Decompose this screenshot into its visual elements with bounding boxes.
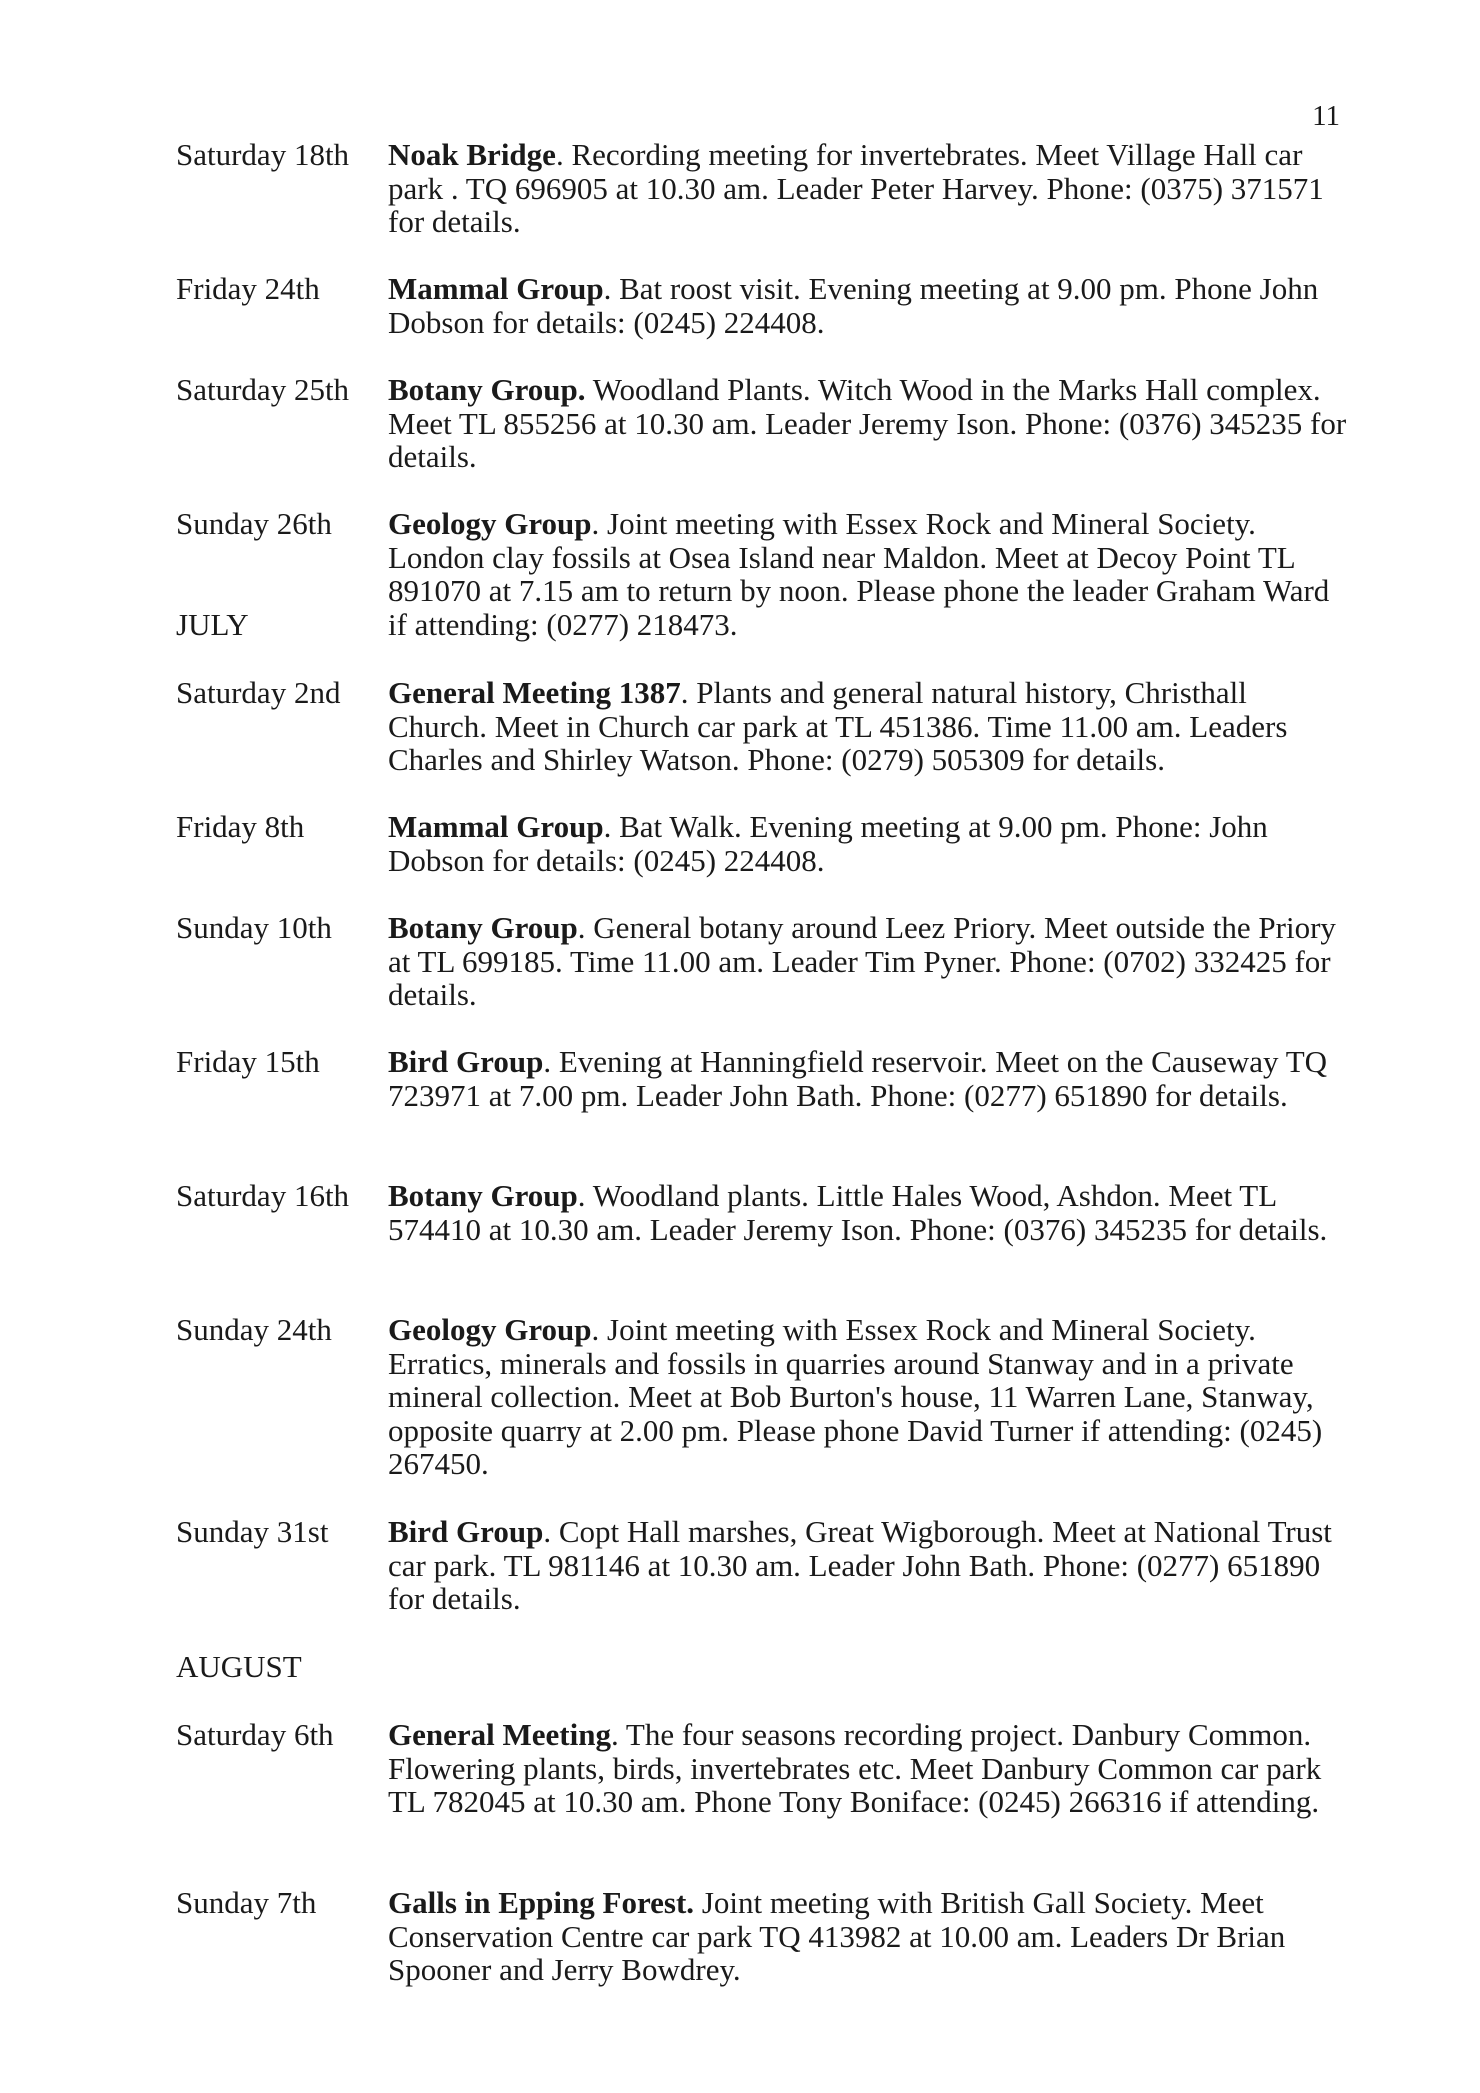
event-title-sep: . [577, 910, 586, 945]
event-text: Woodland plants. Little Hales Wood, Ashdon. Meet TL 574410 at 10.30 am. Leader Jeremy Ison. Phone: (0376) 345235 for details. [388, 1178, 1328, 1247]
event-date: Friday 8th [176, 809, 305, 844]
event-date: Sunday 10th [176, 910, 332, 945]
event-description [388, 676, 1348, 777]
event-title-sep: . [577, 1178, 586, 1213]
event-title: Galls in Epping Forest. [388, 1885, 695, 1920]
event-title: Bird Group [388, 1044, 544, 1079]
event-text: Evening at Hanningfield reservoir. Meet on the Causeway TQ 723971 at 7.00 pm. Leader John Bath. Phone: (0277) 651890 for details. [388, 1044, 1328, 1113]
event-date: Sunday 24th [176, 1312, 332, 1347]
event-description [388, 1515, 1348, 1616]
event-date: Sunday 26th [176, 506, 332, 541]
event-description [388, 911, 1348, 1012]
event-title: Botany Group. [388, 372, 586, 407]
event-date: Saturday 25th [176, 372, 350, 407]
event-text: Recording meeting for invertebrates. Meet Village Hall car park . TQ 696905 at 10.30 am. Leader Peter Harvey. Phone: (0375) 371571 for details. [388, 137, 1324, 239]
event-description [388, 272, 1348, 339]
event-title: General Meeting [388, 1717, 611, 1752]
event-title-sep: . [543, 1044, 552, 1079]
event-date: Sunday 7th [176, 1885, 317, 1920]
event-date: Saturday 16th [176, 1178, 350, 1213]
event-description [388, 373, 1348, 474]
event-title-sep: . [591, 506, 600, 541]
event-description [388, 810, 1348, 877]
event-title-sep: . [680, 675, 689, 710]
event-description [388, 1045, 1348, 1112]
event-description [388, 1718, 1348, 1819]
event-description [388, 1886, 1348, 1987]
event-date: Friday 15th [176, 1044, 320, 1079]
event-title: Geology Group [388, 506, 592, 541]
event-title: Botany Group [388, 910, 578, 945]
event-description [388, 1313, 1348, 1481]
event-title-sep: . [543, 1514, 552, 1549]
month-heading-july: JULY [176, 607, 249, 642]
event-text: Joint meeting with Essex Rock and Mineral Society. London clay fossils at Osea Island near Maldon. Meet at Decoy Point TL 891070 at 7.15 am to return by noon. Please phone the leader Graham Ward if attending: (0277) 218473. [388, 506, 1330, 642]
month-heading-august: AUGUST [176, 1649, 302, 1684]
event-title-sep: . [610, 1717, 619, 1752]
event-date: Saturday 18th [176, 137, 350, 172]
event-title-sep: . [555, 137, 564, 172]
event-title-sep: . [603, 809, 612, 844]
event-title: Noak Bridge [388, 137, 556, 172]
event-text: Bat Walk. Evening meeting at 9.00 pm. Phone: John Dobson for details: (0245) 224408. [388, 809, 1268, 878]
event-description [388, 507, 1348, 641]
event-title-sep: . [591, 1312, 600, 1347]
event-description [388, 1179, 1348, 1246]
event-text: The four seasons recording project. Danbury Common. Flowering plants, birds, invertebrates etc. Meet Danbury Common car park TL 782045 at 10.30 am. Phone Tony Boniface: (0245) 266316 if attending. [388, 1717, 1322, 1819]
event-date: Friday 24th [176, 271, 320, 306]
event-date: Sunday 31st [176, 1514, 329, 1549]
event-text: Bat roost visit. Evening meeting at 9.00 pm. Phone John Dobson for details: (0245) 224408. [388, 271, 1319, 340]
event-title: Bird Group [388, 1514, 544, 1549]
event-text: Copt Hall marshes, Great Wigborough. Meet at National Trust car park. TL 981146 at 10.30 am. Leader John Bath. Phone: (0277) 651890 for details. [388, 1514, 1332, 1616]
event-title: Mammal Group [388, 809, 604, 844]
event-text: Joint meeting with Essex Rock and Mineral Society. Erratics, minerals and fossils in quarries around Stanway and in a private mineral collection. Meet at Bob Burton's house, 11 Warren Lane, Stanway, opposite quarry at 2.00 pm. Please phone David Turner if attending: (0245) 267450. [388, 1312, 1323, 1481]
event-date: Saturday 6th [176, 1717, 334, 1752]
event-title-sep: . [603, 271, 612, 306]
event-title: Geology Group [388, 1312, 592, 1347]
event-title: Mammal Group [388, 271, 604, 306]
event-title: General Meeting 1387 [388, 675, 681, 710]
event-text: Woodland Plants. Witch Wood in the Marks Hall complex. Meet TL 855256 at 10.30 am. Leader Jeremy Ison. Phone: (0376) 345235 for details. [388, 372, 1347, 474]
event-date: Saturday 2nd [176, 675, 341, 710]
event-title: Botany Group [388, 1178, 578, 1213]
event-text: Plants and general natural history, Christhall Church. Meet in Church car park at TL 451386. Time 11.00 am. Leaders Charles and Shirley Watson. Phone: (0279) 505309 for details. [388, 675, 1288, 777]
event-description [388, 138, 1348, 239]
event-text: Joint meeting with British Gall Society. Meet Conservation Centre car park TQ 413982 at 10.00 am. Leaders Dr Brian Spooner and Jerry Bowdrey. [388, 1885, 1286, 1987]
event-text: General botany around Leez Priory. Meet outside the Priory at TL 699185. Time 11.00 am. Leader Tim Pyner. Phone: (0702) 332425 for details. [388, 910, 1336, 1012]
page-number: 11 [1312, 100, 1340, 132]
